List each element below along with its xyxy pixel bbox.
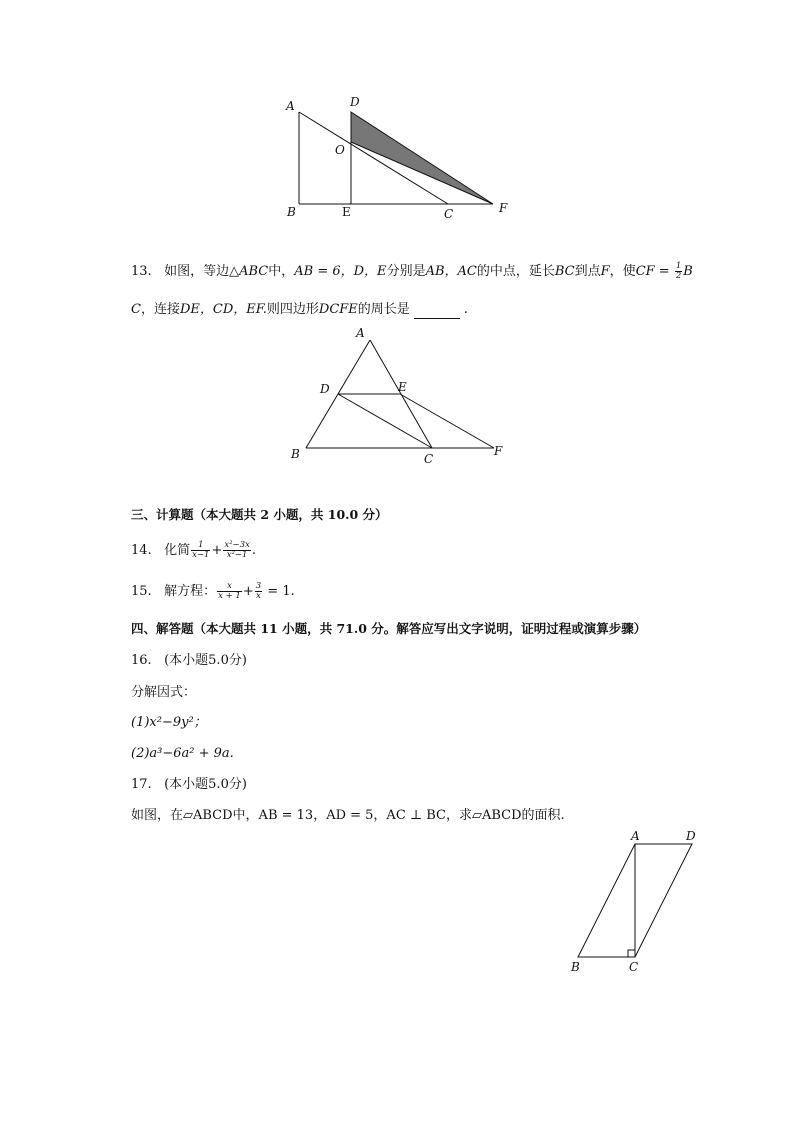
q13-f: F [600, 264, 610, 279]
q13-text-3: 分别是 [386, 264, 426, 279]
question-13-line-2 [131, 301, 468, 319]
label-o: O [335, 143, 345, 157]
question-13 [131, 262, 693, 281]
label-d: D [686, 829, 696, 843]
q13-line2-c: 的周长是 [357, 302, 410, 317]
question-number: 15. [131, 584, 152, 599]
q13-midpoints: AB，AC [425, 264, 477, 279]
q13-quad: DCFE [318, 302, 358, 317]
q13-text-4: 的中点，延长 [476, 264, 555, 279]
q15-text: 解方程： [164, 584, 217, 599]
segment-ac [299, 112, 448, 204]
q13-triangle: △ABC [229, 264, 269, 279]
section-4-title: 四、解答题（本大题共 11 小题，共 71.0 分。解答应写出文字说明，证明过程或演算步骤） [131, 621, 647, 636]
q15-f1-den: x + 1 [218, 591, 241, 601]
label-d: D [350, 95, 360, 109]
q16-score: (本小题5.0分) [164, 653, 247, 668]
section-3-title: 三、计算题（本大题共 2 小题，共 10.0 分） [131, 507, 388, 522]
q16-item-1: (1)x²−9y²； [131, 715, 207, 730]
segment-dc [338, 394, 432, 448]
segment-ef [400, 394, 494, 448]
label-f: F [499, 201, 508, 215]
q15-f2-num: 3 [255, 581, 262, 591]
q14-fraction-1 [191, 541, 210, 560]
q14-fraction-2 [223, 541, 251, 560]
figure-13 [286, 324, 516, 470]
q13-frac-num: 1 [675, 261, 682, 271]
label-c: C [444, 207, 454, 221]
q15-fraction-1 [217, 582, 242, 601]
figure-17 [566, 826, 702, 976]
question-14 [131, 541, 256, 560]
q14-f2-den: x²−1 [226, 550, 248, 560]
label-c: C [629, 960, 639, 974]
question-16 [131, 652, 247, 670]
q15-fraction-2 [255, 582, 262, 601]
q14-end: . [251, 543, 257, 558]
q14-plus: + [211, 543, 223, 558]
label-e: E [342, 205, 351, 219]
shaded-region-dcf [351, 112, 493, 204]
q13-text-5: 到点 [574, 264, 601, 279]
label-a: A [286, 99, 295, 113]
q15-end: = 1. [263, 584, 295, 599]
q14-f1-den: x−1 [192, 550, 210, 560]
q13-condition: AB = 6，D，E [294, 264, 387, 279]
question-number: 16. [131, 653, 152, 668]
q13-text-1: 如图，等边 [164, 264, 230, 279]
q13-bc: BC [554, 264, 575, 279]
label-a: A [356, 326, 365, 340]
figure-12 [280, 92, 520, 224]
q13-line2-b: 则四边形 [266, 302, 319, 317]
right-angle-mark [628, 950, 635, 957]
q13-c: C [131, 302, 141, 317]
q16-prompt: 分解因式： [131, 685, 197, 700]
label-a: A [631, 829, 640, 843]
q16-item-2: (2)a³−6a² + 9a. [131, 746, 234, 761]
q13-text-2: 中， [268, 264, 295, 279]
q14-f1-num: 1 [191, 541, 210, 551]
q13-line2-a: ，连接 [140, 302, 180, 317]
label-c: C [424, 452, 434, 466]
question-17 [131, 776, 247, 794]
q13-text-6: ，使 [609, 264, 636, 279]
answer-blank[interactable] [414, 306, 460, 319]
label-f: F [494, 444, 503, 458]
q15-f2-den: x [256, 591, 261, 601]
q15-plus: + [242, 584, 254, 599]
q13-b: B [683, 264, 693, 279]
q14-text: 化简 [164, 543, 191, 558]
question-number: 14. [131, 543, 152, 558]
question-number: 13. [131, 264, 152, 279]
q14-f2-num: x²−3x [224, 540, 250, 550]
label-d: D [320, 382, 330, 396]
q13-end: . [463, 302, 468, 317]
q13-cf: CF = [635, 264, 674, 279]
question-15 [131, 582, 295, 601]
q17-score: (本小题5.0分) [164, 777, 247, 792]
q13-frac-den: 2 [675, 271, 682, 281]
label-b: B [287, 205, 296, 219]
label-e: E [398, 380, 407, 394]
q15-f1-num: x [217, 582, 242, 592]
label-b: B [571, 960, 580, 974]
question-number: 17. [131, 777, 152, 792]
q13-segments: DE，CD，EF. [179, 302, 267, 317]
q13-fraction [675, 262, 682, 281]
label-b: B [291, 447, 300, 461]
q17-text: 如图，在▱ABCD中，AB = 13，AD = 5，AC ⊥ BC，求▱ABCD的面积. [131, 808, 565, 823]
